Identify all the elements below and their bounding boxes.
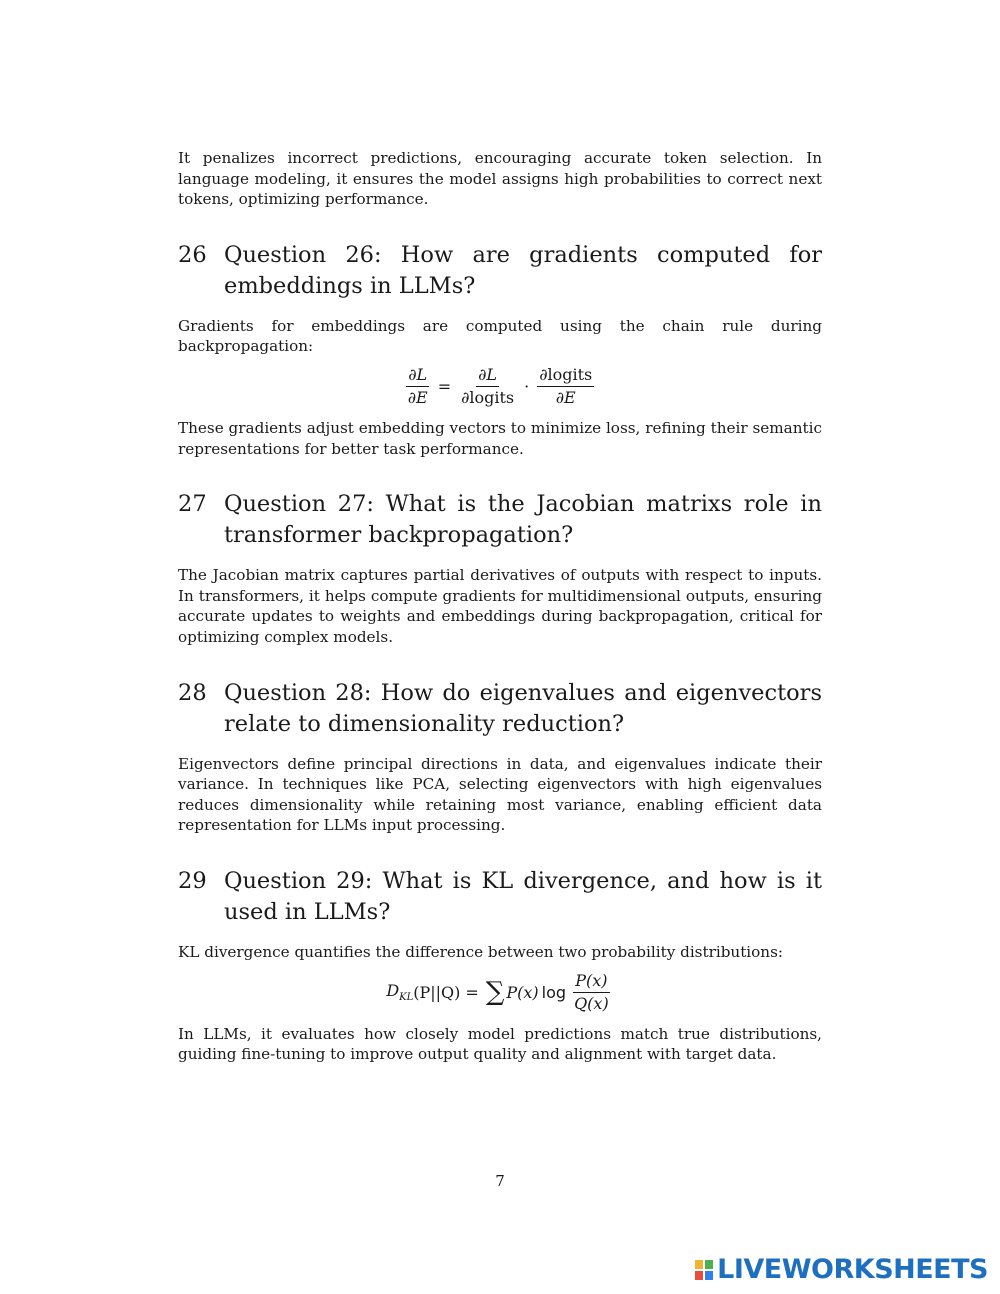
section-heading bbox=[178, 240, 822, 302]
intro-paragraph: It penalizes incorrect predictions, encouraging accurate token selection. In language modeling, it ensures the model assigns high probabilities to correct next tokens, optimizing performance. bbox=[178, 149, 822, 209]
section-29 bbox=[178, 866, 822, 1065]
equals-sign: = bbox=[437, 376, 452, 396]
section-heading bbox=[178, 489, 822, 551]
section-title: Question 27: What is the Jacobian matrixs role in transformer backpropagation? bbox=[224, 491, 822, 549]
section-26 bbox=[178, 240, 822, 459]
liveworksheets-logo bbox=[695, 1254, 988, 1285]
fraction-p-over-q: $\frac{P(x)}{Q(x)}$ bbox=[574, 970, 609, 1013]
section-lead: Gradients for embeddings are computed using the chain rule during backpropagation: bbox=[178, 316, 822, 356]
section-number: 26 bbox=[178, 241, 207, 268]
section-number: 29 bbox=[178, 867, 207, 894]
section-heading bbox=[178, 678, 822, 740]
equals-sign: = bbox=[465, 982, 479, 1002]
section-paragraph: Eigenvectors define principal directions in data, and eigenvalues indicate their variance. In techniques like PCA, selecting eigenvectors with high eigenvalues reduces dimensionality while retaining most variance, enabling efficient data representation for LLMs input processing. bbox=[178, 754, 822, 835]
section-paragraph: These gradients adjust embedding vectors to minimize loss, refining their semantic representations for better task performance. bbox=[178, 418, 822, 458]
section-28 bbox=[178, 678, 822, 836]
kl-symbol: $D_{KL}$ bbox=[386, 981, 414, 1003]
section-heading bbox=[178, 866, 822, 928]
summation-symbol: ∑ bbox=[485, 977, 505, 1007]
section-number: 28 bbox=[178, 679, 207, 706]
fraction-dl-de: $\frac{\partial L}{\partial E}$ bbox=[407, 364, 428, 407]
fraction-dl-dlogits: $\frac{\partial L}{\text{∂logits}}$ bbox=[461, 364, 515, 407]
kl-divergence-equation bbox=[178, 971, 822, 1014]
liveworksheets-logo-icon bbox=[695, 1260, 713, 1280]
page-number: 7 bbox=[495, 1172, 505, 1190]
kl-arguments: (P||Q) bbox=[413, 982, 461, 1002]
fraction-dlogits-de: $\frac{\text{∂logits}}{\partial E}$ bbox=[539, 364, 593, 407]
log-operator: log bbox=[541, 982, 567, 1002]
section-lead: KL divergence quantifies the difference between two probability distributions: bbox=[178, 942, 784, 961]
gradient-equation bbox=[178, 365, 822, 408]
section-paragraph: In LLMs, it evaluates how closely model predictions match true distributions, guiding fine-tuning to improve output quality and alignment with target data. bbox=[178, 1024, 822, 1064]
p-of-x: P(x) bbox=[506, 982, 539, 1002]
dot-operator: · bbox=[524, 376, 530, 396]
section-paragraph: The Jacobian matrix captures partial derivatives of outputs with respect to inputs. In transformers, it helps compute gradients for multidimensional outputs, ensuring accurate updates to weights and embeddings during backpropagation, critical for optimizing complex models. bbox=[178, 566, 822, 646]
section-title: Question 28: How do eigenvalues and eigenvectors relate to dimensionality reduction? bbox=[224, 679, 822, 737]
section-27 bbox=[178, 489, 822, 647]
section-number: 27 bbox=[178, 491, 207, 518]
document-page bbox=[178, 148, 822, 1065]
liveworksheets-wordmark: LIVEWORKSHEETS bbox=[717, 1254, 988, 1285]
section-title: Question 26: How are gradients computed for embeddings in LLMs? bbox=[224, 241, 822, 299]
section-title: Question 29: What is KL divergence, and how is it used in LLMs? bbox=[224, 867, 822, 925]
